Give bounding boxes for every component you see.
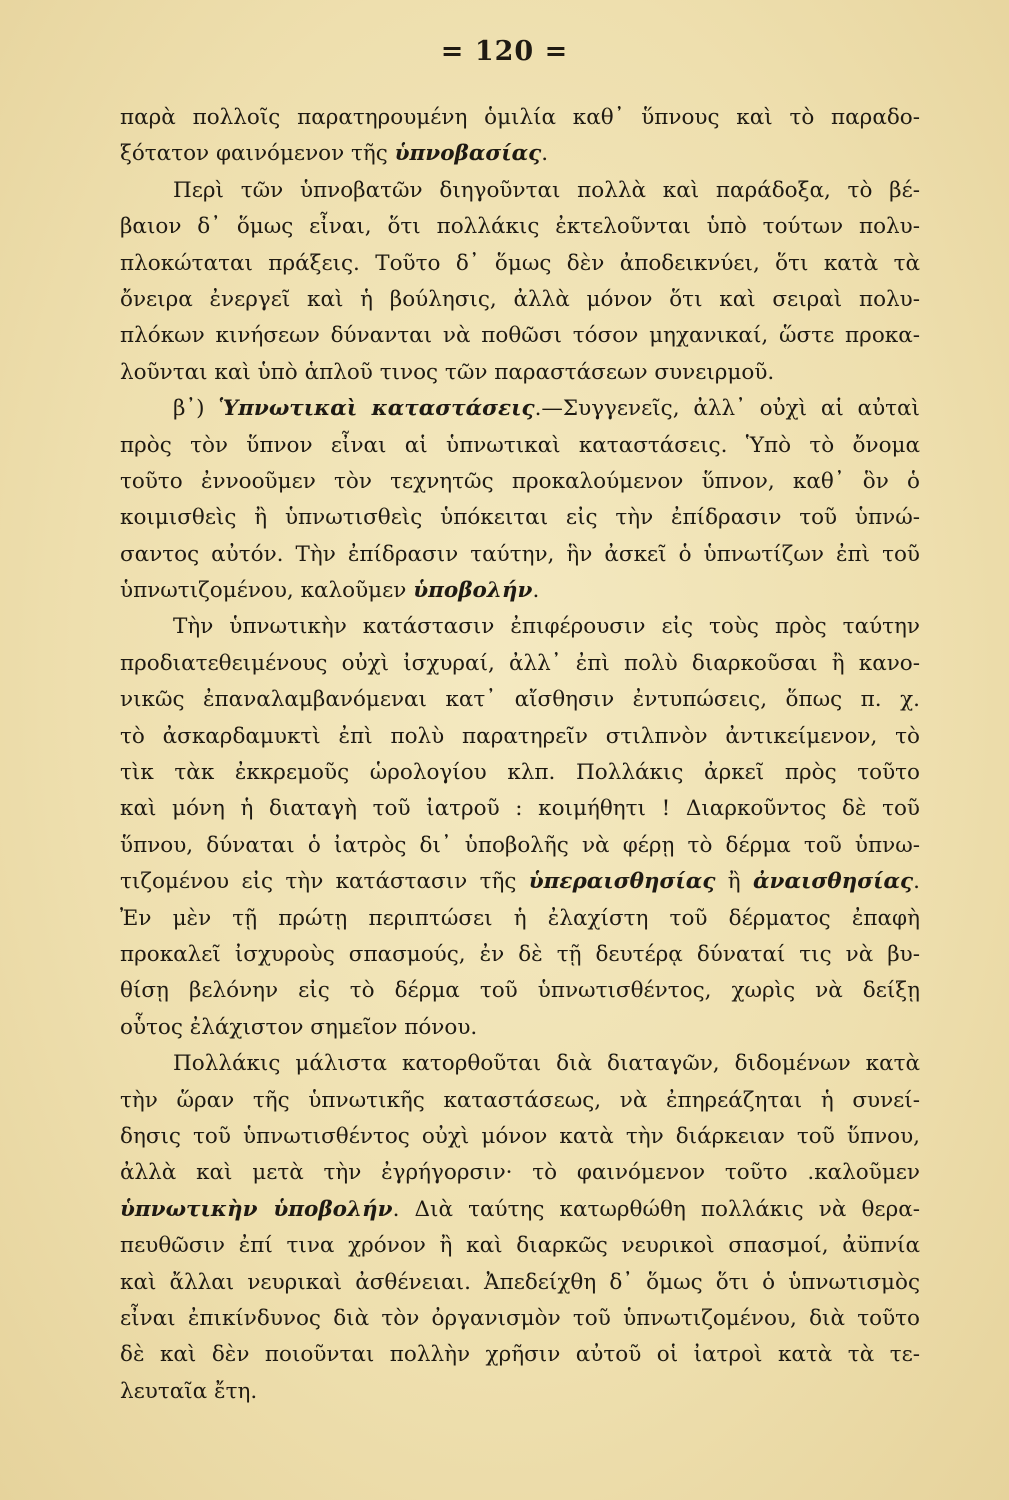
text-line: ὑπνωτικὴν ὑποβολήν. Διὰ ταύτης κατωρθώθη πολλάκις νὰ θερα- (120, 1196, 920, 1222)
text-line: προδιατεθειμένους οὐχὶ ἰσχυραί, ἀλλ᾽ ἐπὶ πολὺ διαρκοῦσαι ἢ κανο- (120, 650, 920, 676)
page-number: = 120 = (440, 36, 569, 67)
emphasis-term: ὑπνοβασίας (394, 141, 542, 167)
text-line: ξότατον φαινόμενον τῆς ὑπνοβασίας. (120, 141, 549, 167)
text-line: λευταῖα ἔτη. (120, 1378, 258, 1404)
text-line: Πολλάκις μάλιστα κατορθοῦται διὰ διαταγῶν, διδομένων κατὰ (173, 1051, 920, 1077)
text-line: τιζομένου εἰς τὴν κατάστασιν τῆς ὑπεραισθησίας ἢ ἀναισθησίας. (120, 869, 920, 895)
text-line: τοῦτο ἐννοοῦμεν τὸν τεχνητῶς προκαλούμενον ὕπνον, καθ᾽ ὃν ὁ (120, 468, 920, 494)
emphasis-term: ὑπνωτικὴν ὑποβολήν (120, 1196, 393, 1222)
text-line: Τὴν ὑπνωτικὴν κατάστασιν ἐπιφέρουσιν εἰς τοὺς πρὸς ταύτην (173, 614, 920, 640)
text-line: καὶ μόνη ἡ διαταγὴ τοῦ ἰατροῦ : κοιμήθητι ! Διαρκοῦντος δὲ τοῦ (120, 796, 920, 822)
text-line: δησις τοῦ ὑπνωτισθέντος οὐχὶ μόνον κατὰ τὴν διάρκειαν τοῦ ὕπνου, (120, 1123, 920, 1149)
emphasis-term: ἀναισθησίας (753, 869, 914, 895)
emphasis-term: ὑπεραισθησίας (528, 869, 716, 895)
text-line: οὗτος ἐλάχιστον σημεῖον πόνου. (120, 1014, 478, 1040)
text-line: δὲ καὶ δὲν ποιοῦνται πολλὴν χρῆσιν αὐτοῦ οἱ ἰατροὶ κατὰ τὰ τε- (120, 1342, 920, 1368)
text-line: νικῶς ἐπαναλαμβανόμεναι κατ᾽ αἴσθησιν ἐντυπώσεις, ὅπως π. χ. (120, 687, 920, 713)
text-line: τὸ ἀσκαρδαμυκτὶ ἐπὶ πολὺ παρατηρεῖν στιλπνὸν ἀντικείμενον, τὸ (120, 723, 920, 749)
body-text (120, 100, 920, 1410)
text-line: λοῦνται καὶ ὑπὸ ἁπλοῦ τινος τῶν παραστάσεων συνειρμοῦ. (120, 359, 775, 385)
text-line: ἀλλὰ καὶ μετὰ τὴν ἐγρήγορσιν· τὸ φαινόμενον τοῦτο .καλοῦμεν (120, 1160, 920, 1186)
text-line: Περὶ τῶν ὑπνοβατῶν διηγοῦνται πολλὰ καὶ παράδοξα, τὸ βέ- (173, 177, 920, 203)
text-line: Ἐν μὲν τῇ πρώτῃ περιπτώσει ἡ ἐλαχίστη τοῦ δέρματος ἐπαφὴ (120, 905, 920, 931)
text-line: προκαλεῖ ἰσχυροὺς σπασμούς, ἐν δὲ τῇ δευτέρᾳ δύναταί τις νὰ βυ- (120, 941, 920, 967)
text-line: πρὸς τὸν ὕπνον εἶναι αἱ ὑπνωτικαὶ καταστάσεις. Ὑπὸ τὸ ὄνομα (120, 432, 920, 458)
section-heading-line: β᾽) Ὑπνωτικαὶ καταστάσεις.—Συγγενεῖς, ἀλλ᾽ οὐχὶ αἱ αὐταὶ (173, 396, 920, 422)
text-line: εἶναι ἐπικίνδυνος διὰ τὸν ὀργανισμὸν τοῦ ὑπνωτιζομένου, διὰ τοῦτο (120, 1305, 920, 1331)
text-line: πλόκων κινήσεων δύνανται νὰ ποθῶσι τόσον μηχανικαί, ὥστε προκα- (120, 323, 920, 349)
section-heading: Ὑπνωτικαὶ καταστάσεις (218, 396, 535, 422)
text-line: ὄνειρα ἐνεργεῖ καὶ ἡ βούλησις, ἀλλὰ μόνον ὅτι καὶ σειραὶ πολυ- (120, 286, 920, 312)
text-line: ὑπνωτιζομένου, καλοῦμεν ὑποβολήν. (120, 578, 540, 604)
text-line: κοιμισθεὶς ἢ ὑπνωτισθεὶς ὑπόκειται εἰς τὴν ἐπίδρασιν τοῦ ὑπνώ- (120, 505, 920, 531)
text-line: καὶ ἄλλαι νευρικαὶ ἀσθένειαι. Ἀπεδείχθη δ᾽ ὅμως ὅτι ὁ ὑπνωτισμὸς (120, 1269, 920, 1295)
text-line: σαντος αὐτόν. Τὴν ἐπίδρασιν ταύτην, ἣν ἀσκεῖ ὁ ὑπνωτίζων ἐπὶ τοῦ (120, 541, 920, 567)
text-line: τὴν ὥραν τῆς ὑπνωτικῆς καταστάσεως, νὰ ἐπηρεάζηται ἡ συνεί- (120, 1087, 920, 1113)
text-line: βαιον δ᾽ ὅμως εἶναι, ὅτι πολλάκις ἐκτελοῦνται ὑπὸ τούτων πολυ- (120, 214, 920, 240)
emphasis-term: ὑποβολήν (413, 578, 533, 604)
text-line: ὕπνου, δύναται ὁ ἰατρὸς δι᾽ ὑποβολῆς νὰ φέρῃ τὸ δέρμα τοῦ ὑπνω- (120, 832, 920, 858)
text-line: πλοκώταται πράξεις. Τοῦτο δ᾽ ὅμως δὲν ἀποδεικνύει, ὅτι κατὰ τὰ (120, 250, 920, 276)
text-line: πευθῶσιν ἐπί τινα χρόνον ἢ καὶ διαρκῶς νευρικοὶ σπασμοί, ἀϋπνία (120, 1233, 920, 1259)
text-line: θίσῃ βελόνην εἰς τὸ δέρμα τοῦ ὑπνωτισθέντος, χωρὶς νὰ δείξῃ (120, 978, 920, 1004)
text-line: τὶκ τὰκ ἐκκρεμοῦς ὡρολογίου κλπ. Πολλάκις ἀρκεῖ πρὸς τοῦτο (120, 760, 920, 786)
text-line: παρὰ πολλοῖς παρατηρουμένη ὁμιλία καθ᾽ ὕπνους καὶ τὸ παραδο- (120, 105, 920, 130)
